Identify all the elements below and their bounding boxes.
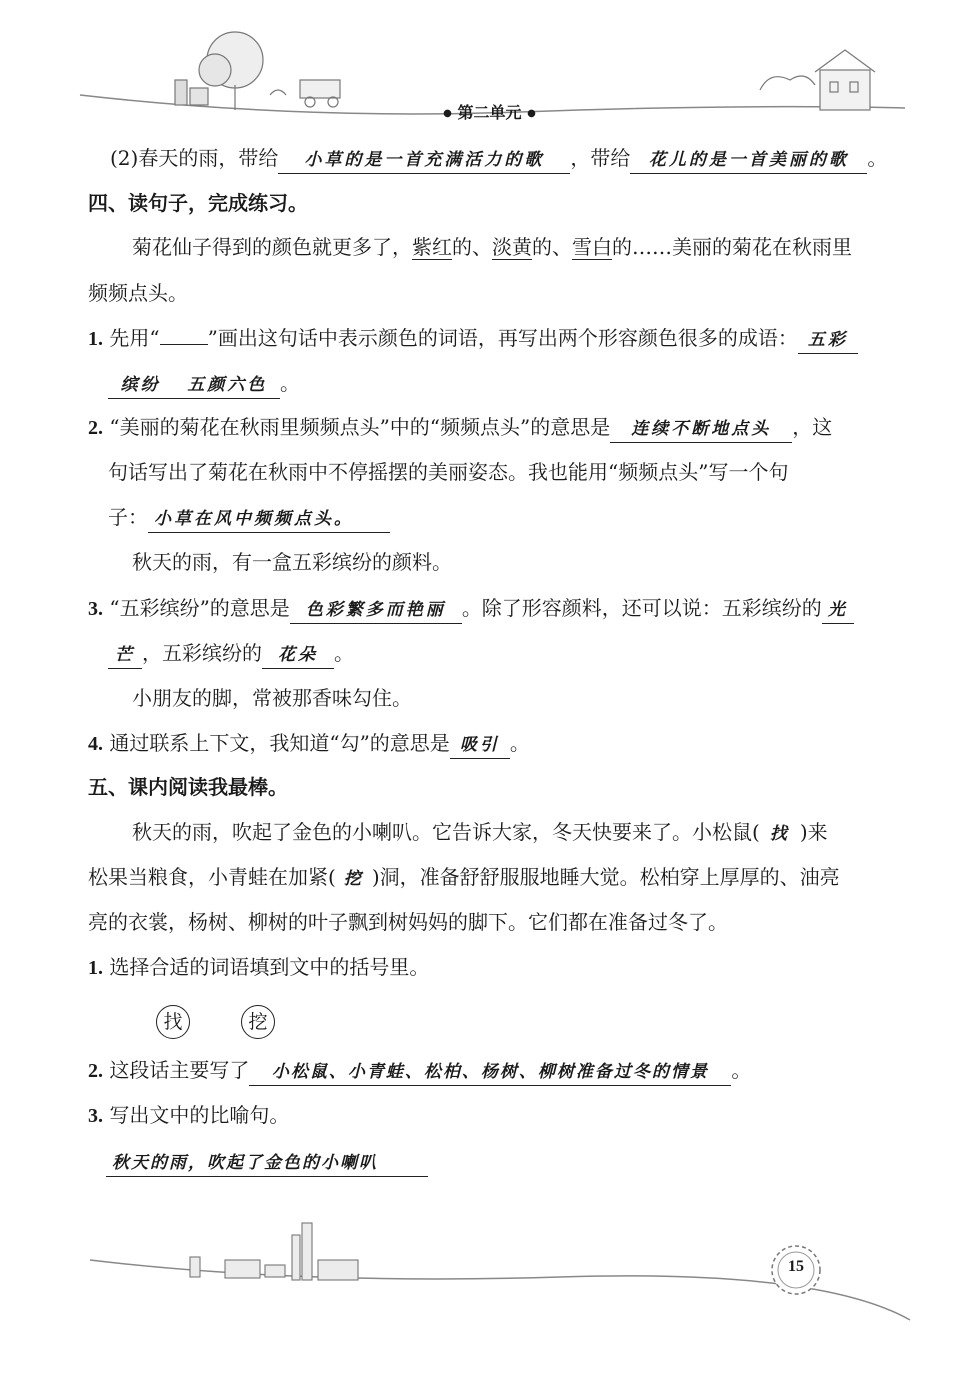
passage-text: )洞，准备舒舒服服地睡大觉。松柏穿上厚厚的、油亮: [371, 865, 840, 889]
passage-text: 的……美丽的菊花在秋雨里: [612, 235, 852, 259]
passage-paint-box: 秋天的雨，有一盒五彩缤纷的颜料。: [132, 550, 452, 574]
question-text: ，带给: [570, 146, 631, 170]
passage-text: 的、: [452, 235, 492, 259]
choice-circle-1[interactable]: 找: [156, 1005, 190, 1039]
passage-text: 的、: [532, 235, 572, 259]
passage-chrysanthemum-line2: 频频点头。: [88, 281, 188, 305]
page-number: 15: [788, 1258, 804, 1275]
question-5-3-answer-line: [0, 1146, 979, 1177]
question-text: 。: [509, 731, 530, 755]
answer-blank[interactable]: 五彩: [798, 327, 858, 354]
question-text: 。: [334, 641, 354, 665]
question-text: ，这: [792, 415, 833, 439]
question-4-2-line2: 句话写出了菊花在秋雨中不停摇摆的美丽姿态。我也能用“频频点头”写一个句: [108, 460, 789, 484]
reading-passage-line1: [0, 817, 979, 849]
question-text: 子：: [108, 505, 148, 529]
bracket-answer[interactable]: 挖: [343, 869, 364, 889]
section-4-title: 四、读句子，完成练习。: [88, 191, 308, 215]
question-number: 3.: [88, 598, 103, 620]
question-4-1: [0, 323, 979, 354]
question-text: 通过联系上下文，我知道“勾”的意思是: [109, 731, 450, 755]
passage-text: )来: [799, 820, 828, 844]
question-text: ”画出这句话中表示颜色的词语，再写出两个形容颜色很多的成语：: [207, 326, 798, 350]
unit-title: 第二单元: [457, 103, 522, 122]
question-number: 3.: [88, 1105, 103, 1127]
passage-chrysanthemum: [0, 232, 979, 262]
answer-blank[interactable]: 花儿的是一首美丽的歌: [630, 147, 867, 174]
color-word: 紫红: [412, 235, 452, 259]
reading-passage-line2: [0, 862, 979, 894]
passage-text: 菊花仙子得到的颜色就更多了，: [132, 235, 412, 259]
question-text: 。: [867, 146, 888, 170]
section-5-title: 五、课内阅读我最棒。: [88, 775, 288, 799]
bracket-answer[interactable]: 找: [769, 824, 790, 844]
question-text: 写出文中的比喻句。: [109, 1103, 290, 1127]
choice-circle-2[interactable]: 挖: [241, 1005, 275, 1039]
question-number: 1.: [88, 328, 103, 350]
reading-passage-line3: 亮的衣裳，杨树、柳树的叶子飘到树妈妈的脚下。它们都在准备过冬了。: [88, 910, 728, 934]
question-text: ，五彩缤纷的: [142, 641, 262, 665]
question-4-3-line2: [0, 638, 979, 669]
question-text: 选择合适的词语填到文中的括号里。: [109, 955, 430, 979]
answer-blank[interactable]: 连续不断地点头: [610, 416, 792, 443]
question-5-3: [0, 1100, 979, 1131]
question-text: “美丽的菊花在秋雨里频频点头”中的“频频点头”的意思是: [109, 415, 611, 439]
question-text: 。: [731, 1058, 752, 1082]
color-word: 淡黄: [492, 235, 532, 259]
answer-blank[interactable]: 小草在风中频频点头。: [148, 506, 390, 533]
question-4-2-line3: [0, 502, 979, 533]
passage-fragrance: 小朋友的脚，常被那香味勾住。: [132, 686, 412, 710]
question-text: 先用“: [109, 326, 160, 350]
color-word: 雪白: [572, 235, 612, 259]
question-4-2: [0, 412, 979, 443]
spring-rain-question: [0, 143, 979, 174]
question-text: 。: [280, 371, 300, 395]
unit-header: ● 第二单元 ●: [443, 103, 536, 122]
answer-blank[interactable]: 芒: [108, 642, 142, 669]
answer-blank[interactable]: 秋天的雨，吹起了金色的小喇叭: [106, 1150, 428, 1177]
answer-blank[interactable]: 小草的是一首充满活力的歌: [278, 147, 570, 174]
answer-blank[interactable]: [108, 372, 280, 399]
answer-text: 缤纷: [120, 375, 161, 395]
passage-text: 秋天的雨，吹起了金色的小喇叭。它告诉大家，冬天快要来了。小松鼠(: [132, 820, 760, 844]
question-text: “五彩缤纷”的意思是: [109, 596, 290, 620]
answer-blank[interactable]: 小松鼠、小青蛙、松柏、杨树、柳树准备过冬的情景: [249, 1059, 731, 1086]
answer-blank[interactable]: 光: [822, 597, 854, 624]
footer-decoration: [0, 1215, 979, 1325]
question-number: 2.: [88, 1060, 103, 1082]
answer-blank[interactable]: 吸引: [450, 732, 510, 759]
question-5-1: [0, 952, 979, 983]
underline-sample: [160, 344, 208, 345]
question-4-4: [0, 728, 979, 759]
question-4-3: [0, 593, 979, 624]
question-4-1-line2: [0, 368, 979, 399]
question-number: 2.: [88, 417, 103, 439]
question-text: (2)春天的雨，带给: [110, 146, 279, 170]
question-text: 。除了形容颜料，还可以说：五彩缤纷的: [461, 596, 822, 620]
answer-blank[interactable]: 花朵: [262, 642, 334, 669]
passage-text: 松果当粮食，小青蛙在加紧(: [88, 865, 336, 889]
answer-blank[interactable]: 色彩繁多而艳丽: [290, 597, 462, 624]
question-5-2: [0, 1055, 979, 1086]
question-number: 1.: [88, 957, 103, 979]
question-number: 4.: [88, 733, 103, 755]
answer-text: 五颜六色: [187, 375, 268, 395]
question-text: 这段话主要写了: [109, 1058, 250, 1082]
